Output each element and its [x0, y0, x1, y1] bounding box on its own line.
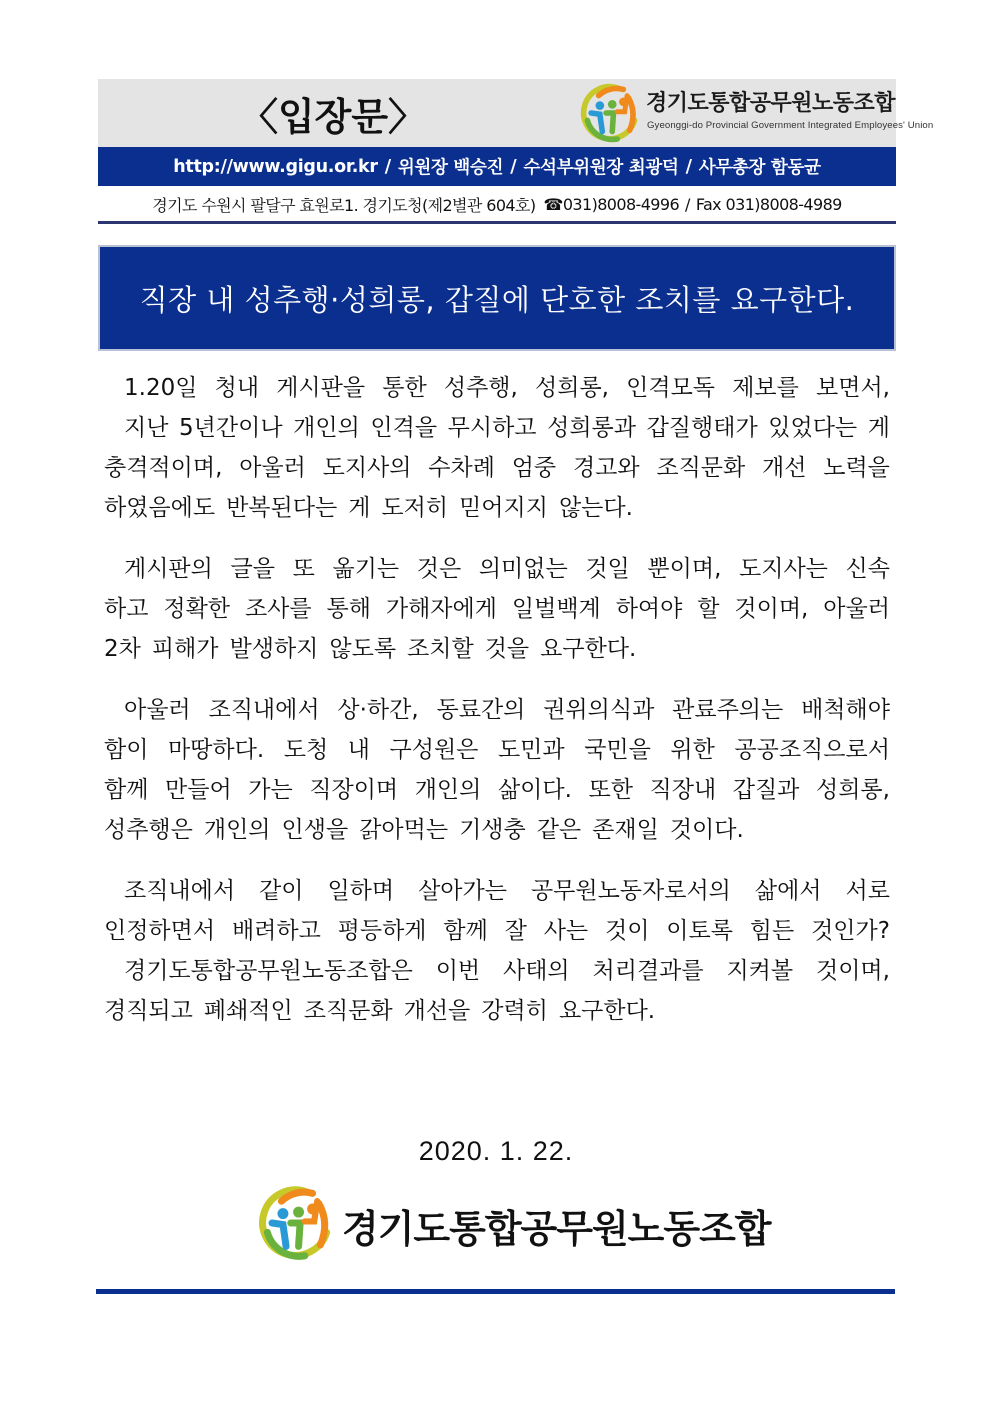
word: 권위의식과: [543, 697, 655, 723]
word: 성추행은: [104, 817, 193, 843]
word: 개인의: [414, 777, 482, 803]
word: 하고: [104, 596, 149, 622]
fax-number: Fax 031)8008-4989: [695, 194, 842, 214]
word: 만들어: [165, 777, 232, 803]
word: 강력히: [481, 998, 548, 1024]
word: 조직문화: [656, 455, 746, 481]
word: 옮기는: [332, 556, 400, 582]
word: 무시하고: [447, 415, 537, 441]
word: 사는: [543, 918, 589, 944]
word: 지켜볼: [726, 958, 794, 984]
word: 엄중: [511, 455, 557, 481]
word: 성희롱,: [535, 375, 609, 401]
word: 않도록: [329, 636, 397, 662]
word: 조치할: [407, 636, 474, 662]
word: 공공조직으로서: [734, 737, 890, 763]
word: 발생하지: [229, 636, 319, 662]
word: 경직되고: [104, 998, 193, 1024]
word: 2차: [104, 636, 141, 662]
word: 인격을: [370, 415, 438, 441]
chair-name: 위원장 백승진: [397, 158, 504, 178]
union-name-english: Gyeonggi-do Provincial Government Integrated Employees' Union: [647, 120, 934, 131]
statement-title-box: [98, 245, 896, 351]
word: 폐쇄적인: [203, 998, 293, 1024]
word: 마땅하다.: [168, 737, 265, 763]
separator: /: [685, 156, 692, 177]
word: 갑질과: [732, 777, 800, 803]
header-divider: [98, 221, 896, 224]
word: 경기도통합공무원노동조합은: [124, 958, 413, 984]
word: 지난: [124, 415, 169, 441]
body-line: [104, 629, 890, 669]
word: 갑질행태가: [646, 415, 758, 441]
contact-bar: [98, 147, 896, 186]
word: 조사를: [244, 596, 312, 622]
body-line: [104, 871, 890, 911]
body-line: [104, 911, 890, 951]
word: 게: [348, 495, 371, 521]
word: 국민을: [584, 737, 651, 763]
word: 것인가?: [811, 918, 890, 944]
word: 구성원은: [389, 737, 479, 763]
word: 정확한: [163, 596, 231, 622]
word: 신속: [845, 556, 890, 582]
word: 인정하면서: [104, 918, 216, 944]
word: 요구한다.: [558, 998, 656, 1024]
word: 동료간의: [436, 697, 526, 723]
footer-divider: [96, 1289, 895, 1294]
paragraph-1: [104, 368, 890, 528]
body-line: [104, 408, 890, 448]
word: 함께: [104, 777, 149, 803]
word: 있었다는: [768, 415, 858, 441]
word: 같은: [536, 817, 582, 843]
word: 평등하게: [337, 918, 427, 944]
body-line: [104, 549, 890, 589]
word: 할: [697, 596, 720, 622]
word: 아울러: [124, 697, 191, 723]
body-line: [104, 991, 890, 1031]
word: 성희롱과: [547, 415, 636, 441]
word: 청내: [214, 375, 260, 401]
word: 반복된다는: [226, 495, 338, 521]
word: 충격적이며,: [104, 455, 223, 481]
website-link[interactable]: http://www.gigu.or.kr: [173, 156, 378, 177]
word: 1.20일: [124, 375, 198, 401]
word: 삶에서: [754, 878, 822, 904]
word: 도지사의: [322, 455, 412, 481]
word: 배려하고: [231, 918, 321, 944]
word: 직장이며: [309, 777, 399, 803]
word: 도청: [283, 737, 329, 763]
phone-icon: ☎: [543, 194, 563, 214]
word: 일벌백계: [511, 596, 601, 622]
union-name-footer: 경기도통합공무원노동조합: [342, 1207, 771, 1251]
word: 도민과: [497, 737, 565, 763]
word: 가는: [248, 777, 293, 803]
paragraph-2: [104, 549, 890, 669]
word: 수차례: [428, 455, 495, 481]
word: 함께: [443, 918, 488, 944]
word: 요구한다.: [540, 636, 637, 662]
word: 서로: [845, 878, 890, 904]
statement-title: 직장 내 성추행·성희롱, 갑질에 단호한 조치를 요구한다.: [139, 282, 855, 317]
word: 내: [347, 737, 370, 763]
word: 게: [867, 415, 890, 441]
word: 글을: [230, 556, 275, 582]
separator: /: [384, 156, 391, 177]
word: 상·하간,: [337, 697, 419, 723]
separator: /: [685, 194, 690, 214]
word: 하여야: [615, 596, 683, 622]
word: 개선을: [403, 998, 471, 1024]
word: 하였음에도: [104, 495, 216, 521]
secretary-general-name: 사무총장 함동균: [698, 158, 821, 178]
word: 위한: [670, 737, 715, 763]
word: 경고와: [572, 455, 640, 481]
body-line: [104, 730, 890, 770]
word: 뿐이며,: [647, 556, 722, 582]
union-logo-icon: [580, 82, 642, 144]
word: 않는다.: [558, 495, 633, 521]
word: 배척해야: [801, 697, 890, 723]
word: 것이며,: [734, 596, 809, 622]
word: 것이다.: [669, 817, 744, 843]
word: 직장내: [649, 777, 717, 803]
document-type-title: 〈입장문〉: [239, 94, 427, 139]
word: 일하며: [327, 878, 395, 904]
body-line: [104, 690, 890, 730]
body-line: [104, 368, 890, 408]
word: 기생충: [459, 817, 526, 843]
word: 도지사는: [739, 556, 828, 582]
word: 믿어지지: [459, 495, 548, 521]
word: 게시판을: [276, 375, 366, 401]
body-line: [104, 770, 890, 810]
union-name-header: 경기도통합공무원노동조합: [646, 91, 896, 116]
word: 개인의: [203, 817, 271, 843]
paragraph-3: [104, 690, 890, 850]
word: 것은: [416, 556, 462, 582]
word: 개선: [762, 455, 807, 481]
statement-body: [104, 368, 890, 1052]
word: 삶이다.: [497, 777, 572, 803]
word: 아울러: [239, 455, 306, 481]
word: 사태의: [503, 958, 570, 984]
word: 힘든: [749, 918, 795, 944]
separator: /: [510, 156, 517, 177]
word: 성추행,: [443, 375, 518, 401]
word: 조직내에서: [124, 878, 236, 904]
word: 것일: [585, 556, 630, 582]
statement-date: 2020. 1. 22.: [418, 1136, 574, 1166]
word: 갉아먹는: [359, 817, 449, 843]
word: 의미없는: [478, 556, 568, 582]
word: 것을: [484, 636, 530, 662]
word: 존재일: [592, 817, 659, 843]
body-line: [104, 810, 890, 850]
paragraph-4: [104, 871, 890, 1031]
word: 함이: [104, 737, 149, 763]
body-line: [104, 951, 890, 991]
word: 잘: [504, 918, 527, 944]
vice-chair-name: 수석부위원장 최광덕: [523, 158, 679, 178]
word: 이토록: [666, 918, 733, 944]
word: 피해가: [151, 636, 219, 662]
word: 이번: [435, 958, 481, 984]
word: 인격모독: [626, 375, 716, 401]
word: 제보를: [732, 375, 799, 401]
phone-number: 031)8008-4996: [562, 194, 680, 214]
word: 것이며,: [815, 958, 890, 984]
word: 또한: [588, 777, 633, 803]
word: 보면서,: [816, 375, 890, 401]
word: 개인의: [293, 415, 360, 441]
word: 5년간이나: [179, 415, 283, 441]
word: 게시판의: [124, 556, 213, 582]
union-logo-icon: [258, 1184, 336, 1262]
body-line: [104, 488, 890, 528]
word: 도저히: [381, 495, 449, 521]
word: 공무원노동자로서의: [530, 878, 731, 904]
word: 것이: [605, 918, 650, 944]
word: 성희롱,: [815, 777, 890, 803]
word: 가해자에게: [385, 596, 497, 622]
address-line: [98, 188, 896, 220]
word: 같이: [259, 878, 304, 904]
word: 또: [292, 556, 315, 582]
body-line: [104, 589, 890, 629]
word: 통해: [326, 596, 371, 622]
word: 살아가는: [418, 878, 507, 904]
word: 조직문화: [303, 998, 393, 1024]
word: 처리결과를: [592, 958, 704, 984]
word: 인생을: [281, 817, 349, 843]
body-line: [104, 448, 890, 488]
word: 관료주의는: [672, 697, 784, 723]
word: 노력을: [823, 455, 890, 481]
word: 통한: [382, 375, 427, 401]
address-text: 경기도 수원시 팔달구 효원로1. 경기도청(제2별관 604호): [152, 195, 536, 215]
word: 아울러: [823, 596, 890, 622]
word: 조직내에서: [208, 697, 320, 723]
